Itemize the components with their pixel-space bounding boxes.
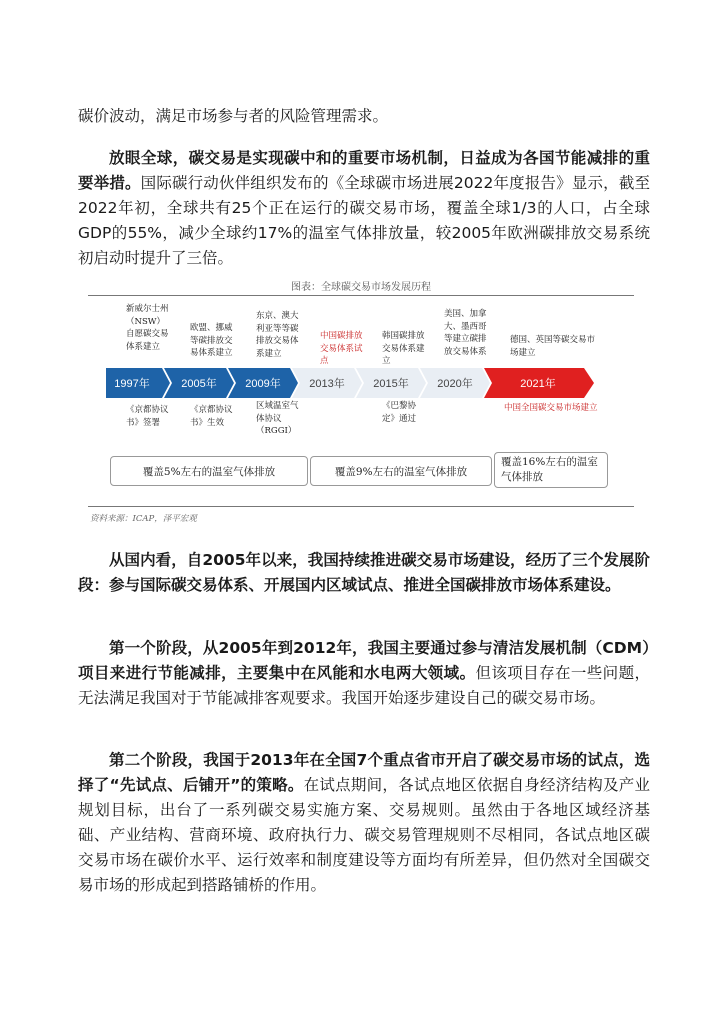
paragraph-text: 但该项目存在一些问题，无法满足我国对于节能减排客观要求。我国开始逐步建设自己的碳交易市场。 bbox=[78, 664, 650, 707]
note-2020-top: 美国、加拿大、墨西哥等建立碳排放交易体系 bbox=[444, 309, 487, 357]
note-2005-bottom: 《京都协议书》生效 bbox=[190, 405, 233, 428]
figure-source: 资料来源：ICAP，泽平宏观 bbox=[90, 514, 197, 524]
figure-top-rule bbox=[88, 295, 634, 296]
year-label-2009: 2009年 bbox=[245, 378, 281, 390]
coverage-box-1: 覆盖5%左右的温室气体排放 bbox=[110, 456, 308, 486]
coverage-box-2: 覆盖9%左右的温室气体排放 bbox=[310, 456, 492, 486]
paragraph-text: 在试点期间，各试点地区依据自身经济结构及产业规划目标，出台了一系列碳交易实施方案、交易规则。虽然由于各地区域经济基础、产业结构、营商环境、政府执行力、碳交易管理规则不尽相同，各试点地区碳交易市场在碳价水平、运行效率和制度建设等方面均有所差异，但仍然对全国碳交易市场的形成起到搭路铺桥的作用。 bbox=[78, 776, 650, 894]
note-2005-top: 欧盟、挪威等碳排放交易体系建立 bbox=[190, 323, 233, 358]
year-label-1997: 1997年 bbox=[114, 378, 150, 390]
figure-title: 图表：全球碳交易市场发展历程 bbox=[291, 282, 431, 293]
paragraph-text: 碳价波动，满足市场参与者的风险管理需求。 bbox=[78, 107, 389, 125]
paragraph-4 bbox=[78, 748, 650, 898]
paragraph-bold-lead: 从国内看，自2005年以来，我国持续推进碳交易市场建设，经历了三个发展阶段：参与国际碳交易体系、开展国内区域试点、推进全国碳排放市场体系建设。 bbox=[78, 551, 650, 594]
note-2013-top: 中国碳排放交易体系试点 bbox=[320, 331, 363, 366]
note-2021-top: 德国、英国等碳交易市场建立 bbox=[510, 335, 596, 358]
year-label-2005: 2005年 bbox=[181, 378, 217, 390]
timeline-arrow-band bbox=[106, 366, 596, 400]
note-2015-top: 韩国碳排放交易体系建立 bbox=[382, 331, 425, 366]
paragraph-1 bbox=[78, 146, 650, 271]
figure-bottom-rule bbox=[88, 506, 634, 507]
note-1997-bottom: 《京都协议书》签署 bbox=[126, 405, 169, 428]
note-2021-bottom: 中国全国碳交易市场建立 bbox=[504, 403, 598, 413]
note-2009-top: 东京、澳大利亚等等碳排放交易体系建立 bbox=[256, 311, 299, 359]
timeline-figure bbox=[88, 278, 634, 526]
paragraph-bold-lead: 放眼全球，碳交易是实现碳中和的重要市场机制，日益成为各国节能减排的重要举措。 bbox=[78, 149, 650, 192]
paragraph-text: 国际碳行动伙伴组织发布的《全球碳市场进展2022年度报告》显示，截至2022年初，全球共有25个正在运行的碳交易市场，覆盖全球1/3的人口，占全球GDP的55%，减少全球约17%的温室气体排放量，较2005年欧洲碳排放交易系统初启动时提升了三倍。 bbox=[78, 174, 650, 267]
year-label-2013: 2013年 bbox=[309, 378, 345, 390]
note-1997-top: 新威尔士州（NSW）自愿碳交易体系建立 bbox=[126, 304, 169, 352]
note-2009-bottom: 区域温室气体协议（RGGI） bbox=[256, 401, 299, 436]
coverage-box-3: 覆盖16%左右的温室气体排放 bbox=[494, 452, 608, 488]
year-label-2021: 2021年 bbox=[520, 378, 556, 390]
paragraph-bold-lead: 第二个阶段，我国于2013年在全国7个重点省市开启了碳交易市场的试点，选择了“先试点、后铺开”的策略。 bbox=[78, 751, 650, 794]
year-label-2020: 2020年 bbox=[437, 378, 473, 390]
paragraph-2 bbox=[78, 548, 650, 598]
paragraph-0 bbox=[78, 104, 650, 129]
paragraph-3 bbox=[78, 636, 650, 711]
paragraph-bold-lead: 第一个阶段，从2005年到2012年，我国主要通过参与清洁发展机制（CDM）项目来进行节能减排，主要集中在风能和水电两大领域。 bbox=[78, 639, 650, 682]
note-2015-bottom: 《巴黎协定》通过 bbox=[382, 401, 417, 424]
year-label-2015: 2015年 bbox=[373, 378, 409, 390]
